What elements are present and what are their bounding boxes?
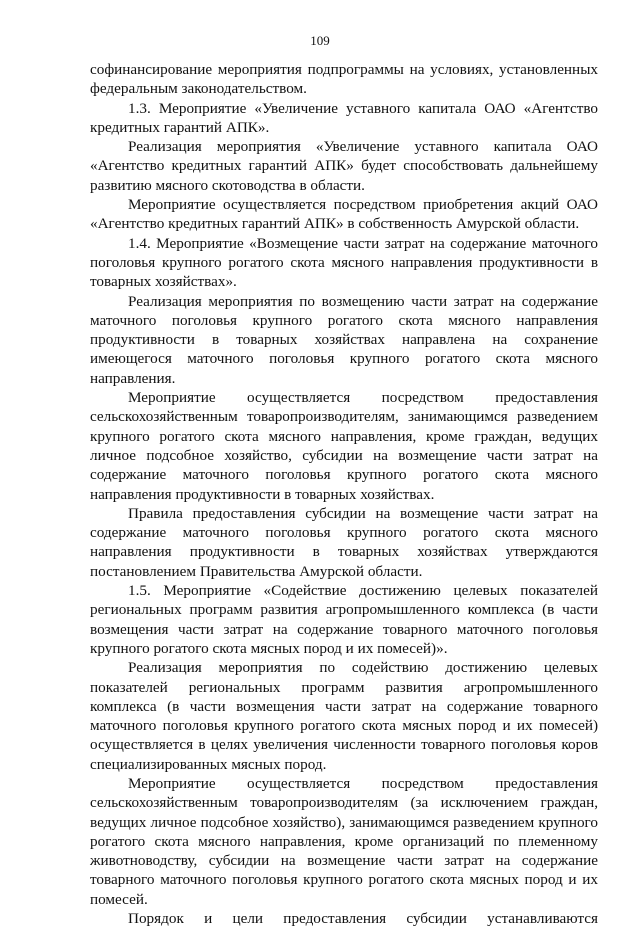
paragraph-11: Мероприятие осуществляется посредством предоставления сельскохозяйственным товаропроизводителям (за исключением граждан, ведущих личное подсобное хозяйство), занимающимся разведением крупного рогатого скота мясного направления, кроме организаций по племенному животноводству, субсидии на возмещение части затрат на содержание товарного маточного поголовья крупного рогатого скота мясных пород и их помесей. bbox=[90, 774, 598, 908]
paragraph-9: 1.5. Мероприятие «Содействие достижению целевых показателей региональных программ развития агропромышленного комплекса (в части возмещения части затрат на содержание товарного маточного поголовья крупного рогатого скота мясных пород и их помесей)». bbox=[90, 582, 598, 657]
paragraph-6: Реализация мероприятия по возмещению части затрат на содержание маточного поголовья крупного рогатого скота мясного направления продуктивности в товарных хозяйствах направлена на сохранение имеющегося маточного поголовья крупного рогатого скота мясного направления. bbox=[90, 292, 598, 387]
paragraph-8: Правила предоставления субсидии на возмещение части затрат на содержание маточного поголовья крупного рогатого скота мясного направления продуктивности в товарных хозяйствах утверждаются постановлением Правительства Амурской области. bbox=[90, 504, 598, 580]
document-body bbox=[90, 60, 598, 928]
paragraph-4: Мероприятие осуществляется посредством приобретения акций ОАО «Агентство кредитных гарантий АПК» в собственность Амурской области. bbox=[90, 196, 598, 233]
paragraph-3: Реализация мероприятия «Увеличение уставного капитала ОАО «Агентство кредитных гарантий АПК» будет способствовать дальнейшему развитию мясного скотоводства в области. bbox=[90, 138, 598, 194]
paragraph-5: 1.4. Мероприятие «Возмещение части затрат на содержание маточного поголовья крупного рогатого скота мясного направления продуктивности в товарных хозяйствах». bbox=[90, 234, 598, 291]
paragraph-1: софинансирование мероприятия подпрограммы на условиях, установленных федеральным законодательством. bbox=[90, 61, 598, 98]
paragraph-10: Реализация мероприятия по содействию достижению целевых показателей региональных программ развития агропромышленного комплекса (в части возмещения части затрат на содержание товарного маточного поголовья крупного рогатого скота мясных пород и их помесей) осуществляется в целях увеличения численности товарного поголовья коров специализированных мясных пород. bbox=[90, 659, 598, 773]
paragraph-12: Порядок и цели предоставления субсидии устанавливаются bbox=[128, 910, 598, 928]
page-number: 109 bbox=[310, 33, 330, 48]
paragraph-7: Мероприятие осуществляется посредством предоставления сельскохозяйственным товаропроизводителям, занимающимся разведением крупного рогатого скота мясного направления, кроме граждан, ведущих личное подсобное хозяйство, субсидии на возмещение части затрат на содержание маточного поголовья крупного рогатого скота мясного направления продуктивности в товарных хозяйствах. bbox=[90, 389, 598, 503]
paragraph-2: 1.3. Мероприятие «Увеличение уставного капитала ОАО «Агентство кредитных гарантий АПК». bbox=[90, 99, 598, 136]
